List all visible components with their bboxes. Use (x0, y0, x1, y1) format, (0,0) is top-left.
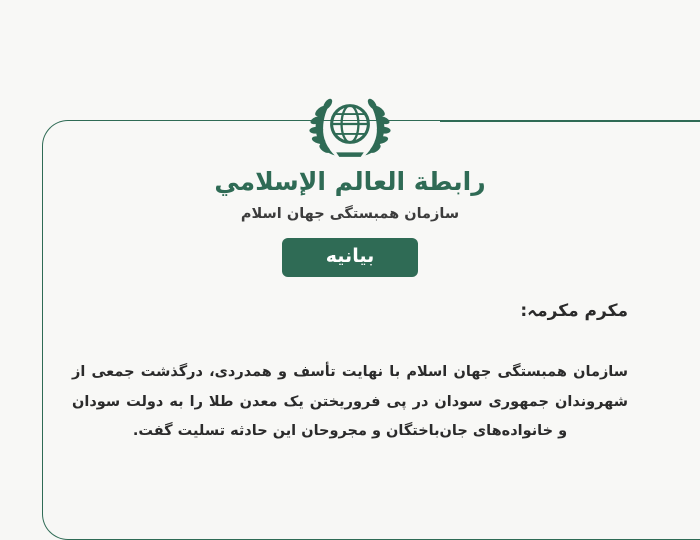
organization-wordmark-arabic: رابطة العالم الإسلامي (214, 167, 486, 196)
statement-badge-container (0, 238, 700, 277)
statement-badge: بیانیه (282, 238, 418, 277)
emblem-container (0, 88, 700, 160)
globe-wreath-emblem-icon (304, 88, 396, 160)
statement-body-text: سازمان همبستگی جهان اسلام با نهایت تأسف و همدردی، درگذشت جمعی از شهروندان جمهوری سودان در پی فروریختن یک معدن طلا را به دولت سودان و خانواده‌های جان‌باختگان و مجروحان این حادثه تسلیت گفت. (72, 364, 628, 440)
organization-wordmark-persian: سازمان همبستگی جهان اسلام (240, 206, 460, 222)
salutation-text: مکرم مکرمہ: (520, 301, 628, 321)
